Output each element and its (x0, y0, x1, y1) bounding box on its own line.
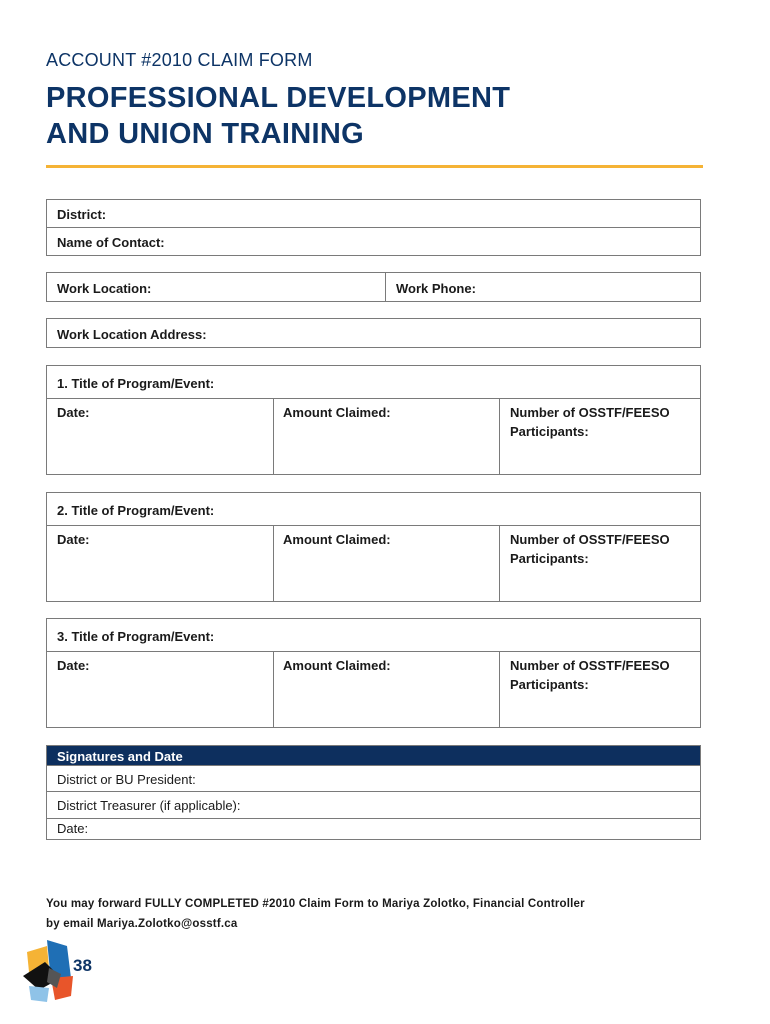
work-location-address-box (46, 318, 701, 348)
program-details-row (47, 652, 700, 727)
form-kicker: ACCOUNT #2010 CLAIM FORM (46, 50, 313, 70)
district-label: District: (57, 207, 107, 222)
program-title-label: 3. Title of Program/Event: (57, 629, 215, 644)
participants-field[interactable] (500, 652, 700, 727)
title-line-2: AND UNION TRAINING (46, 118, 364, 150)
participants-label (510, 530, 670, 568)
treasurer-signature-field[interactable] (47, 792, 700, 819)
program-title-field[interactable] (47, 619, 700, 652)
signatures-heading (47, 746, 700, 766)
title-underline (46, 165, 703, 168)
amount-claimed-field[interactable] (274, 652, 499, 727)
program-block (46, 492, 701, 602)
work-location-address-label: Work Location Address: (57, 327, 207, 342)
program-details-row (47, 399, 700, 474)
program-block (46, 618, 701, 728)
participants-label-line-1: Number of OSSTF/FEESO (510, 405, 670, 420)
date-field[interactable] (47, 652, 273, 727)
submission-note (46, 894, 585, 934)
program-details-row (47, 526, 700, 601)
name-of-contact-field[interactable] (47, 228, 700, 255)
program-title-label: 1. Title of Program/Event: (57, 376, 215, 391)
participants-label (510, 403, 670, 441)
date-field[interactable] (47, 399, 273, 474)
work-phone-field[interactable] (386, 273, 700, 301)
work-location-box (46, 272, 701, 302)
program-title-field[interactable] (47, 493, 700, 526)
submission-note-line-1: You may forward FULLY COMPLETED #2010 Claim Form to Mariya Zolotko, Financial Controller (46, 898, 585, 910)
amount-claimed-field[interactable] (274, 399, 499, 474)
submission-note-line-2: by email Mariya.Zolotko@osstf.ca (46, 918, 238, 930)
program-block (46, 365, 701, 475)
participants-label-line-2: Participants: (510, 551, 589, 566)
work-location-field[interactable] (47, 273, 385, 301)
page-number: 38 (73, 956, 92, 975)
amount-claimed-label: Amount Claimed: (283, 658, 391, 673)
work-location-label: Work Location: (57, 281, 152, 296)
participants-label-line-1: Number of OSSTF/FEESO (510, 532, 670, 547)
work-location-address-field[interactable] (47, 319, 700, 347)
amount-claimed-label: Amount Claimed: (283, 532, 391, 547)
signature-date-label: Date: (57, 821, 89, 836)
contact-box (46, 199, 701, 256)
amount-claimed-label: Amount Claimed: (283, 405, 391, 420)
date-label: Date: (57, 405, 90, 420)
osstf-logo-icon (21, 938, 75, 1004)
participants-field[interactable] (500, 399, 700, 474)
participants-label (510, 656, 670, 694)
signatures-heading-label: Signatures and Date (57, 749, 183, 764)
program-title-label: 2. Title of Program/Event: (57, 503, 215, 518)
page-title (46, 80, 510, 152)
participants-label-line-2: Participants: (510, 677, 589, 692)
president-signature-label: District or BU President: (57, 772, 196, 787)
amount-claimed-field[interactable] (274, 526, 499, 601)
participants-label-line-1: Number of OSSTF/FEESO (510, 658, 670, 673)
program-title-field[interactable] (47, 366, 700, 399)
title-line-1: PROFESSIONAL DEVELOPMENT (46, 82, 511, 114)
date-label: Date: (57, 532, 90, 547)
signatures-box (46, 745, 701, 840)
signature-date-field[interactable] (47, 819, 700, 839)
president-signature-field[interactable] (47, 766, 700, 792)
participants-label-line-2: Participants: (510, 424, 589, 439)
district-field[interactable] (47, 200, 700, 228)
name-of-contact-label: Name of Contact: (57, 235, 165, 250)
participants-field[interactable] (500, 526, 700, 601)
work-phone-label: Work Phone: (396, 281, 476, 296)
date-field[interactable] (47, 526, 273, 601)
treasurer-signature-label: District Treasurer (if applicable): (57, 798, 241, 813)
date-label: Date: (57, 658, 90, 673)
